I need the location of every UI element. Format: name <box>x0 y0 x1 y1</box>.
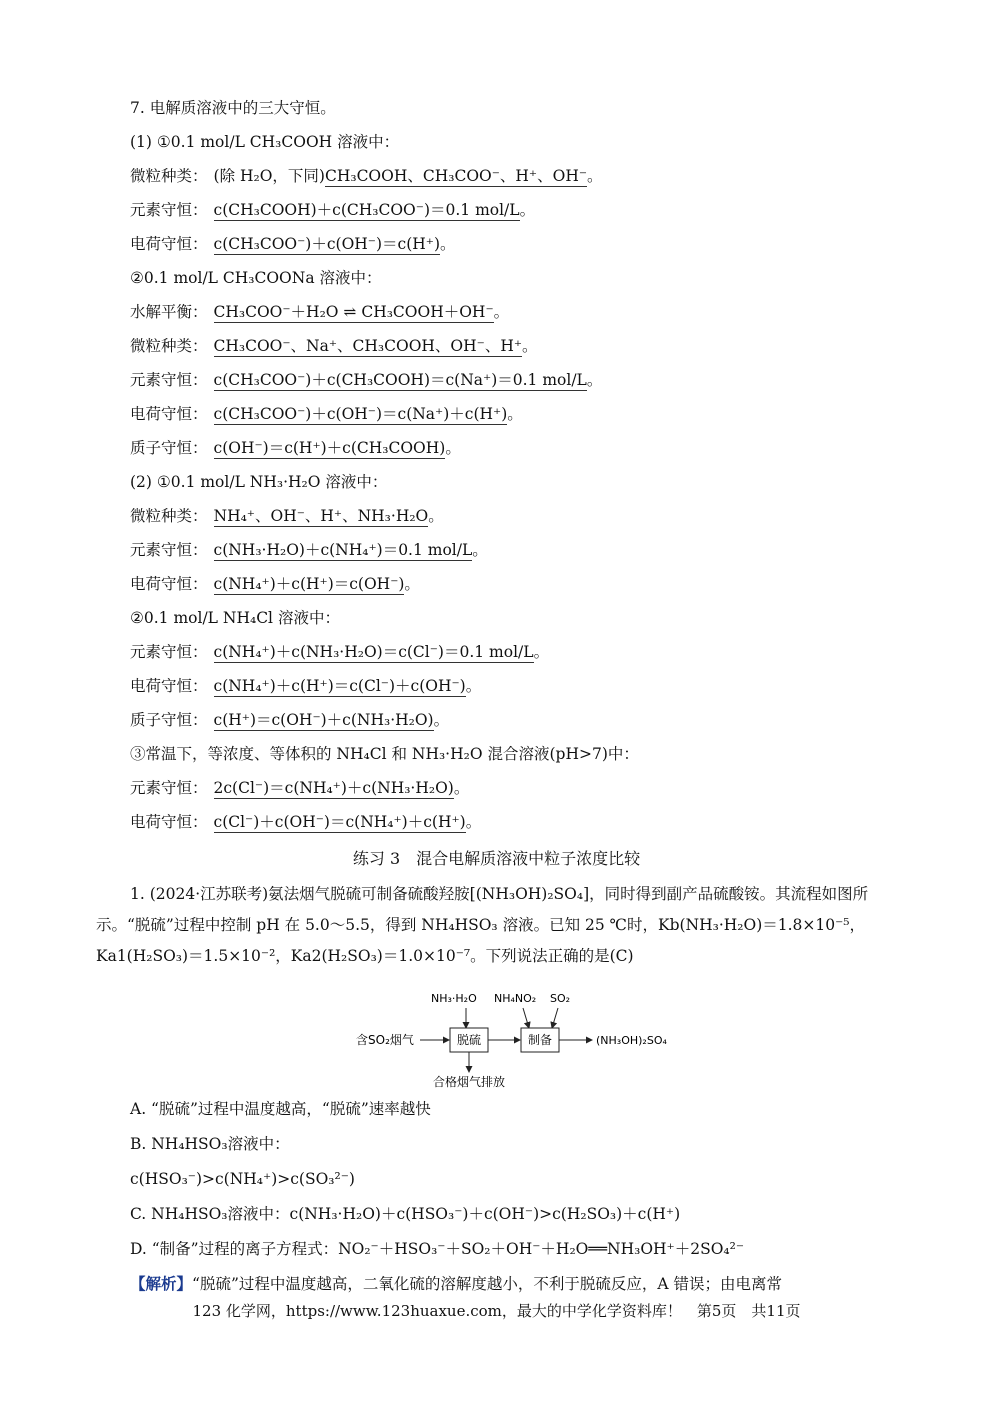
option-b: B. NH₄HSO₃溶液中： <box>130 1135 290 1153</box>
q1-element-line <box>130 539 488 561</box>
label: 元素守恒： <box>130 201 208 219</box>
end: 。 <box>453 779 470 797</box>
label: 元素守恒： <box>130 643 208 661</box>
answer: c(NH₄⁺)＋c(NH₃·H₂O)＝c(Cl⁻)＝0.1 mol/L <box>213 643 534 661</box>
end: 。 <box>586 371 603 389</box>
label: 电荷守恒： <box>130 677 208 695</box>
explanation-label: 【解析】 <box>130 1274 193 1293</box>
q2-proton-line <box>130 709 449 731</box>
end: 。 <box>465 813 482 831</box>
q2-intro: ②0.1 mol/L NH₄Cl 溶液中： <box>130 609 340 627</box>
part2-intro: (2) ①0.1 mol/L NH₃·H₂O 溶液中： <box>130 473 388 491</box>
label: 元素守恒： <box>130 541 208 559</box>
end: 。 <box>472 541 488 559</box>
label: 微粒种类： <box>130 337 208 355</box>
output-right-text: (NH₃OH)₂SO₄ <box>596 1034 667 1047</box>
answer: c(CH₃COO⁻)＋c(CH₃COOH)＝c(Na⁺)＝0.1 mol/L <box>213 371 587 389</box>
part1-intro: (1) ①0.1 mol/L CH₃COOH 溶液中： <box>130 133 400 151</box>
answer: 2c(Cl⁻)＝c(NH₄⁺)＋c(NH₃·H₂O) <box>213 779 454 797</box>
p2-element-line <box>130 369 602 391</box>
p2-charge-line <box>130 403 523 425</box>
q3-element-line <box>130 777 469 799</box>
question-text: 1. (2024·江苏联考)氨法烟气脱硫可制备硫酸羟胺[(NH₃OH)₂SO₄]，同时得到副产品硫酸铵。其流程如图所示。“脱硫”过程中控制 pH 在 5.0～5.5，得到 NH₄HSO₃ 溶液。已知 25 ℃时，Kb(NH₃·H₂O)＝1.8×10⁻⁵，Ka1(H₂SO₃)＝1.5×10⁻²，Ka2(H₂SO₃)＝1.0×10⁻⁷。下列说法正确的是(C) <box>96 885 869 965</box>
answer: CH₃COO⁻＋H₂O ⇌ CH₃COOH＋OH⁻ <box>213 303 494 321</box>
answer: c(NH₄⁺)＋c(H⁺)＝c(OH⁻) <box>213 575 405 593</box>
label: 质子守恒： <box>130 439 208 457</box>
p2-species-line <box>130 335 538 357</box>
p2-proton-line <box>130 437 461 459</box>
answer: CH₃COOH、CH₃COO⁻、H⁺、OH⁻ <box>324 167 588 185</box>
input-top1-text: NH₃·H₂O <box>431 992 477 1005</box>
answer: c(CH₃COO⁻)＋c(OH⁻)＝c(H⁺) <box>213 235 440 253</box>
end: 。 <box>440 235 456 253</box>
q3-intro: ③常温下，等浓度、等体积的 NH₄Cl 和 NH₃·H₂O 混合溶液(pH>7)中： <box>130 745 639 763</box>
end: 。 <box>465 677 482 695</box>
input-top2-text: NH₄NO₂ <box>494 992 537 1005</box>
label: 微粒种类： <box>130 167 208 185</box>
q1-charge-line <box>130 573 420 595</box>
p1-charge-line <box>130 233 456 255</box>
label: 元素守恒： <box>130 371 208 389</box>
page-footer: 123 化学网，https://www.123huaxue.com，最大的中学化学资料库！ 第5页 共11页 <box>192 1302 801 1320</box>
label: 水解平衡： <box>130 303 208 321</box>
q2-element-line <box>130 641 549 663</box>
answer: c(Cl⁻)＋c(OH⁻)＝c(NH₄⁺)＋c(H⁺) <box>213 813 466 831</box>
p2-hydro-line <box>130 301 509 323</box>
p1-species-line <box>130 165 603 187</box>
option-c: C. NH₄HSO₃溶液中：c(NH₃·H₂O)＋c(HSO₃⁻)＋c(OH⁻)>c(H₂SO₃)＋c(H⁺) <box>130 1205 681 1223</box>
label: 质子守恒： <box>130 711 208 729</box>
q1-species-line <box>130 505 444 527</box>
explanation <box>130 1273 900 1295</box>
label: 电荷守恒： <box>130 813 208 831</box>
input-top3-text: SO₂ <box>550 992 571 1005</box>
label: 电荷守恒： <box>130 235 208 253</box>
answer: c(OH⁻)＝c(H⁺)＋c(CH₃COOH) <box>213 439 446 457</box>
label: 元素守恒： <box>130 779 208 797</box>
option-a: A. “脱硫”过程中温度越高，“脱硫”速率越快 <box>130 1100 431 1118</box>
box2-text: 制备 <box>527 1033 553 1047</box>
exercise-title: 练习 3 混合电解质溶液中粒子浓度比较 <box>352 849 641 868</box>
label: 电荷守恒： <box>130 575 208 593</box>
end: 。 <box>493 303 510 321</box>
answer: c(CH₃COO⁻)＋c(OH⁻)＝c(Na⁺)＋c(H⁺) <box>213 405 508 423</box>
end: 。 <box>404 575 420 593</box>
box1-text: 脱硫 <box>456 1033 482 1047</box>
label: 微粒种类： <box>130 507 208 525</box>
flow-diagram <box>340 988 700 1092</box>
p2-intro: ②0.1 mol/L CH₃COONa 溶液中： <box>130 269 382 287</box>
explanation-text: “脱硫”过程中温度越高，二氧化硫的溶解度越小，不利于脱硫反应，A 错误；由电离常 <box>192 1275 782 1293</box>
q3-charge-line <box>130 811 481 833</box>
end: 。 <box>445 439 461 457</box>
heading-7: 7. 电解质溶液中的三大守恒。 <box>130 99 336 117</box>
end: 。 <box>428 507 444 525</box>
end: 。 <box>533 643 550 661</box>
q2-charge-line <box>130 675 481 697</box>
label: 电荷守恒： <box>130 405 208 423</box>
p1-element-line <box>130 199 535 221</box>
end: 。 <box>507 405 523 423</box>
option-b-formula: c(HSO₃⁻)>c(NH₄⁺)>c(SO₃²⁻) <box>130 1170 355 1188</box>
end: 。 <box>433 711 450 729</box>
answer: c(NH₃·H₂O)＋c(NH₄⁺)＝0.1 mol/L <box>213 541 473 559</box>
output-bottom-text: 合格烟气排放 <box>432 1075 506 1089</box>
answer: c(NH₄⁺)＋c(H⁺)＝c(Cl⁻)＋c(OH⁻) <box>213 677 466 695</box>
option-d: D. “制备”过程的离子方程式：NO₂⁻＋HSO₃⁻＋SO₂＋OH⁻＋H₂O══NH₃OH⁺＋2SO₄²⁻ <box>130 1240 745 1258</box>
prefix: (除 H₂O，下同) <box>213 167 325 185</box>
end: 。 <box>522 337 538 355</box>
answer: CH₃COO⁻、Na⁺、CH₃COOH、OH⁻、H⁺ <box>213 337 523 355</box>
answer: c(CH₃COOH)＋c(CH₃COO⁻)＝0.1 mol/L <box>213 201 520 219</box>
answer: c(H⁺)＝c(OH⁻)＋c(NH₃·H₂O) <box>213 711 434 729</box>
end: 。 <box>587 167 603 185</box>
input-left-text: 含SO₂烟气 <box>356 1033 414 1047</box>
answer: NH₄⁺、OH⁻、H⁺、NH₃·H₂O <box>213 507 429 525</box>
end: 。 <box>519 201 536 219</box>
